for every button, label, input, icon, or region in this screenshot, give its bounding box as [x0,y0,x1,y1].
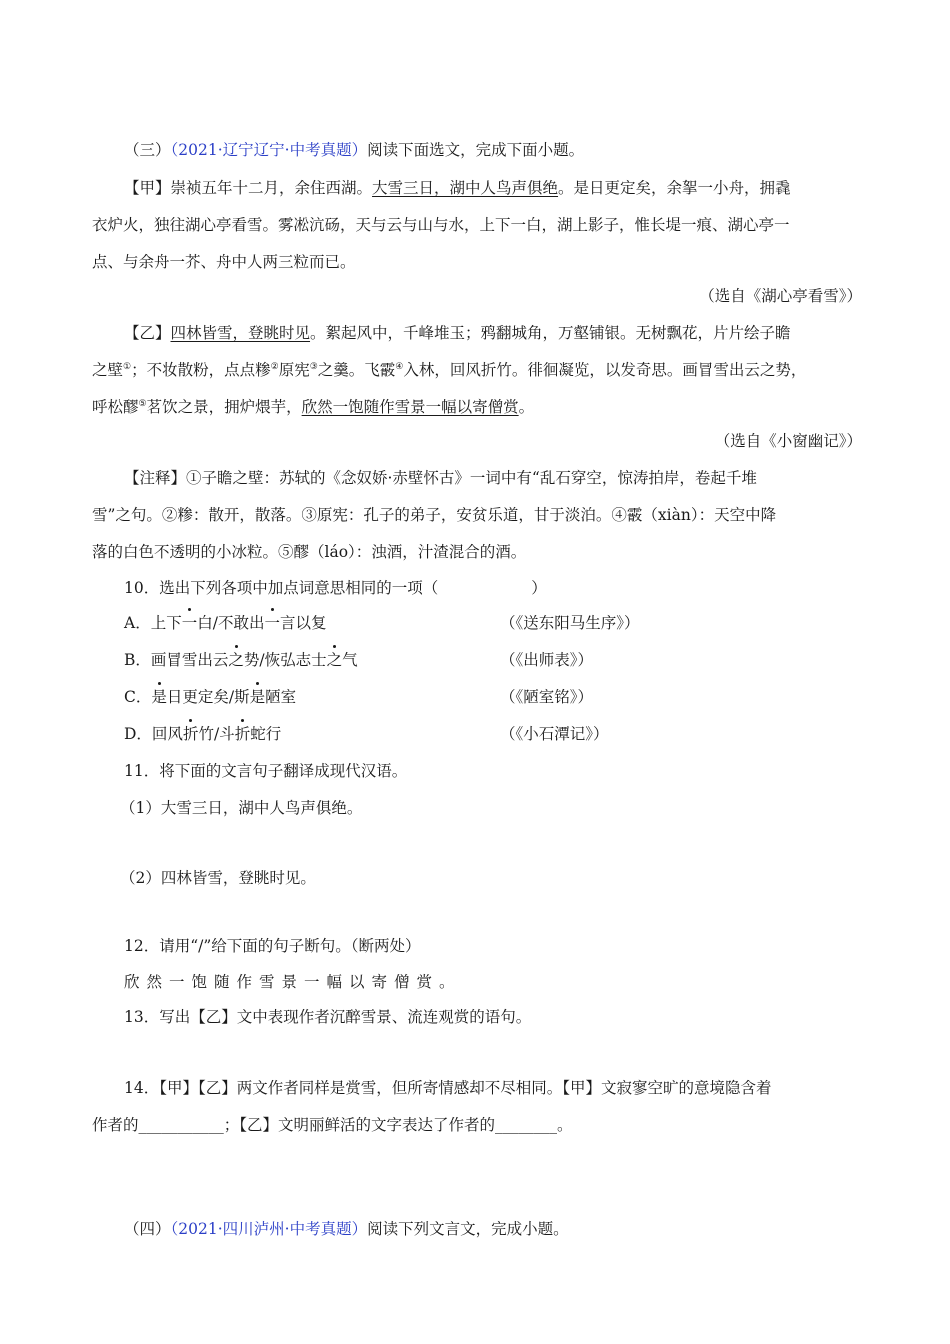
jia-text: 崇祯五年十二月，余住西湖。 [170,179,373,197]
yi-line-3 [92,396,862,418]
option-text: 竹/斗 [198,725,235,743]
q11-sentence-1: （1）大雪三日，湖中人鸟声俱绝。 [120,799,363,817]
q11-sentence-2: （2）四林皆雪，登眺时见。 [120,869,316,887]
yi-underlined-sentence: 四林皆雪，登眺时见 [170,324,311,342]
yi-text: 之壁 [92,361,124,379]
option-text: 言以复 [279,614,327,632]
option-text: 日更定矣/斯 [166,688,250,706]
q14-line-2: 作者的___________；【乙】文明丽鲜活的文字表达了作者的________。 [92,1116,573,1134]
jia-line-2: 衣炉火，独往湖心亭看雪。雾凇沆砀，天与云与山与水，上下一白，湖上影子，惟长堤一痕、湖心亭一 [92,216,790,234]
note-marker: ⑤ [138,398,147,409]
dotted-word: 是 [249,688,266,706]
note-marker: ② [270,361,279,372]
q10-option-b[interactable] [124,649,862,671]
jia-line-1 [124,177,862,199]
dotted-word: 一 [264,614,280,632]
yi-text: 。 [518,398,535,416]
q10-option-c[interactable] [124,686,862,708]
notes-line-3: 落的白色不透明的小冰粒。⑤醪（láo）：浊酒，汁渣混合的酒。 [92,543,527,561]
section-3-heading [124,139,862,161]
option-text: 气 [342,651,358,669]
option-source: （《出师表》） [500,651,594,669]
yi-text: 原宪 [278,361,310,379]
yi-line-1 [124,322,862,344]
note-marker: ① [123,361,132,372]
dotted-word: 折 [234,725,251,743]
q10-stem: 10．选出下列各项中加点词意思相同的一项（ ） [124,579,547,597]
yi-text: 。絮起风中，千峰堆玉；鸦翻城角，万壑铺银。无树飘花，片片绘子瞻 [310,324,791,342]
option-source: （《小石潭记》） [500,725,609,743]
notes-line-1: 【注释】①子瞻之壁：苏轼的《念奴娇·赤壁怀古》一词中有“乱石穿空，惊涛拍岸，卷起千堆 [124,469,757,487]
q14-line-1: 14．【甲】【乙】两文作者同样是赏雪，但所寄情感却不尽相同。【甲】文寂寥空旷的意境隐含着 [124,1079,772,1097]
option-source: （《送东阳马生序》） [500,614,640,632]
jia-tag: 【甲】 [124,179,171,197]
option-text: C． [124,688,152,706]
yi-text: ；不妆散粉，点点糁 [131,361,271,379]
q11-stem: 11．将下面的文言句子翻译成现代汉语。 [124,762,408,780]
dotted-word: 一 [181,614,198,632]
note-marker: ③ [309,361,318,372]
yi-tag: 【乙】 [124,324,171,342]
section-4-prompt: 阅读下列文言文，完成小题。 [367,1220,569,1238]
section-4-source-link[interactable]: （2021·四川泸州·中考真题） [170,1220,368,1238]
option-text: 蛇行 [250,725,282,743]
section-3-label: （三） [124,141,171,159]
yi-text: 呼松醪 [92,398,139,416]
jia-line-3: 点、与余舟一芥、舟中人两三粒而已。 [92,253,356,271]
section-4-heading [124,1218,862,1240]
yi-text: 茗饮之景，拥炉煨芋， [146,398,302,416]
dotted-word: 之 [228,651,244,669]
yi-line-2 [92,359,862,381]
q10-option-d[interactable] [124,723,862,745]
jia-underlined-sentence: 大雪三日，湖中人鸟声俱绝 [372,179,559,197]
option-text: D．回风 [124,725,183,743]
option-source: （《陋室铭》） [500,688,594,706]
q13-stem: 13．写出【乙】文中表现作者沉醉雪景、流连观赏的语句。 [124,1008,532,1026]
q12-stem: 12．请用“/”给下面的句子断句。（断两处） [124,937,421,955]
yi-text: 入林，回风折竹。徘徊凝览，以发奇思。画冒雪出云之势， [403,361,807,379]
option-text: A．上下 [124,614,182,632]
jia-source: （选自《湖心亭看雪》） [699,287,862,305]
section-3-prompt: 阅读下面选文，完成下面小题。 [367,141,585,159]
note-marker: ④ [395,361,404,372]
yi-text: 之羹。飞霰 [317,361,396,379]
section-4-label: （四） [124,1220,171,1238]
dotted-word: 之 [326,651,343,669]
option-text: 势/恢弘志士 [243,651,327,669]
option-text: 陋室 [265,688,297,706]
jia-text: 。是日更定矣，余挐一小舟，拥毳 [558,179,791,197]
dotted-word: 是 [151,688,167,706]
q10-option-a[interactable] [124,612,862,634]
option-text: B．画冒雪出云 [124,651,229,669]
section-3-source-link[interactable]: （2021·辽宁辽宁·中考真题） [170,141,368,159]
q12-sentence: 欣然一饱随作雪景一幅以寄僧赏。 [124,973,462,991]
dotted-word: 折 [182,725,199,743]
notes-line-2: 雪”之句。②糁：散开，散落。③原宪：孔子的弟子，安贫乐道，甘于淡泊。④霰（xiàn）：天空中降 [92,506,777,524]
option-text: 白/不敢出 [197,614,265,632]
yi-source: （选自《小窗幽记》） [714,432,862,450]
yi-underlined-sentence: 欣然一饱随作雪景一幅以寄僧赏 [301,398,519,416]
